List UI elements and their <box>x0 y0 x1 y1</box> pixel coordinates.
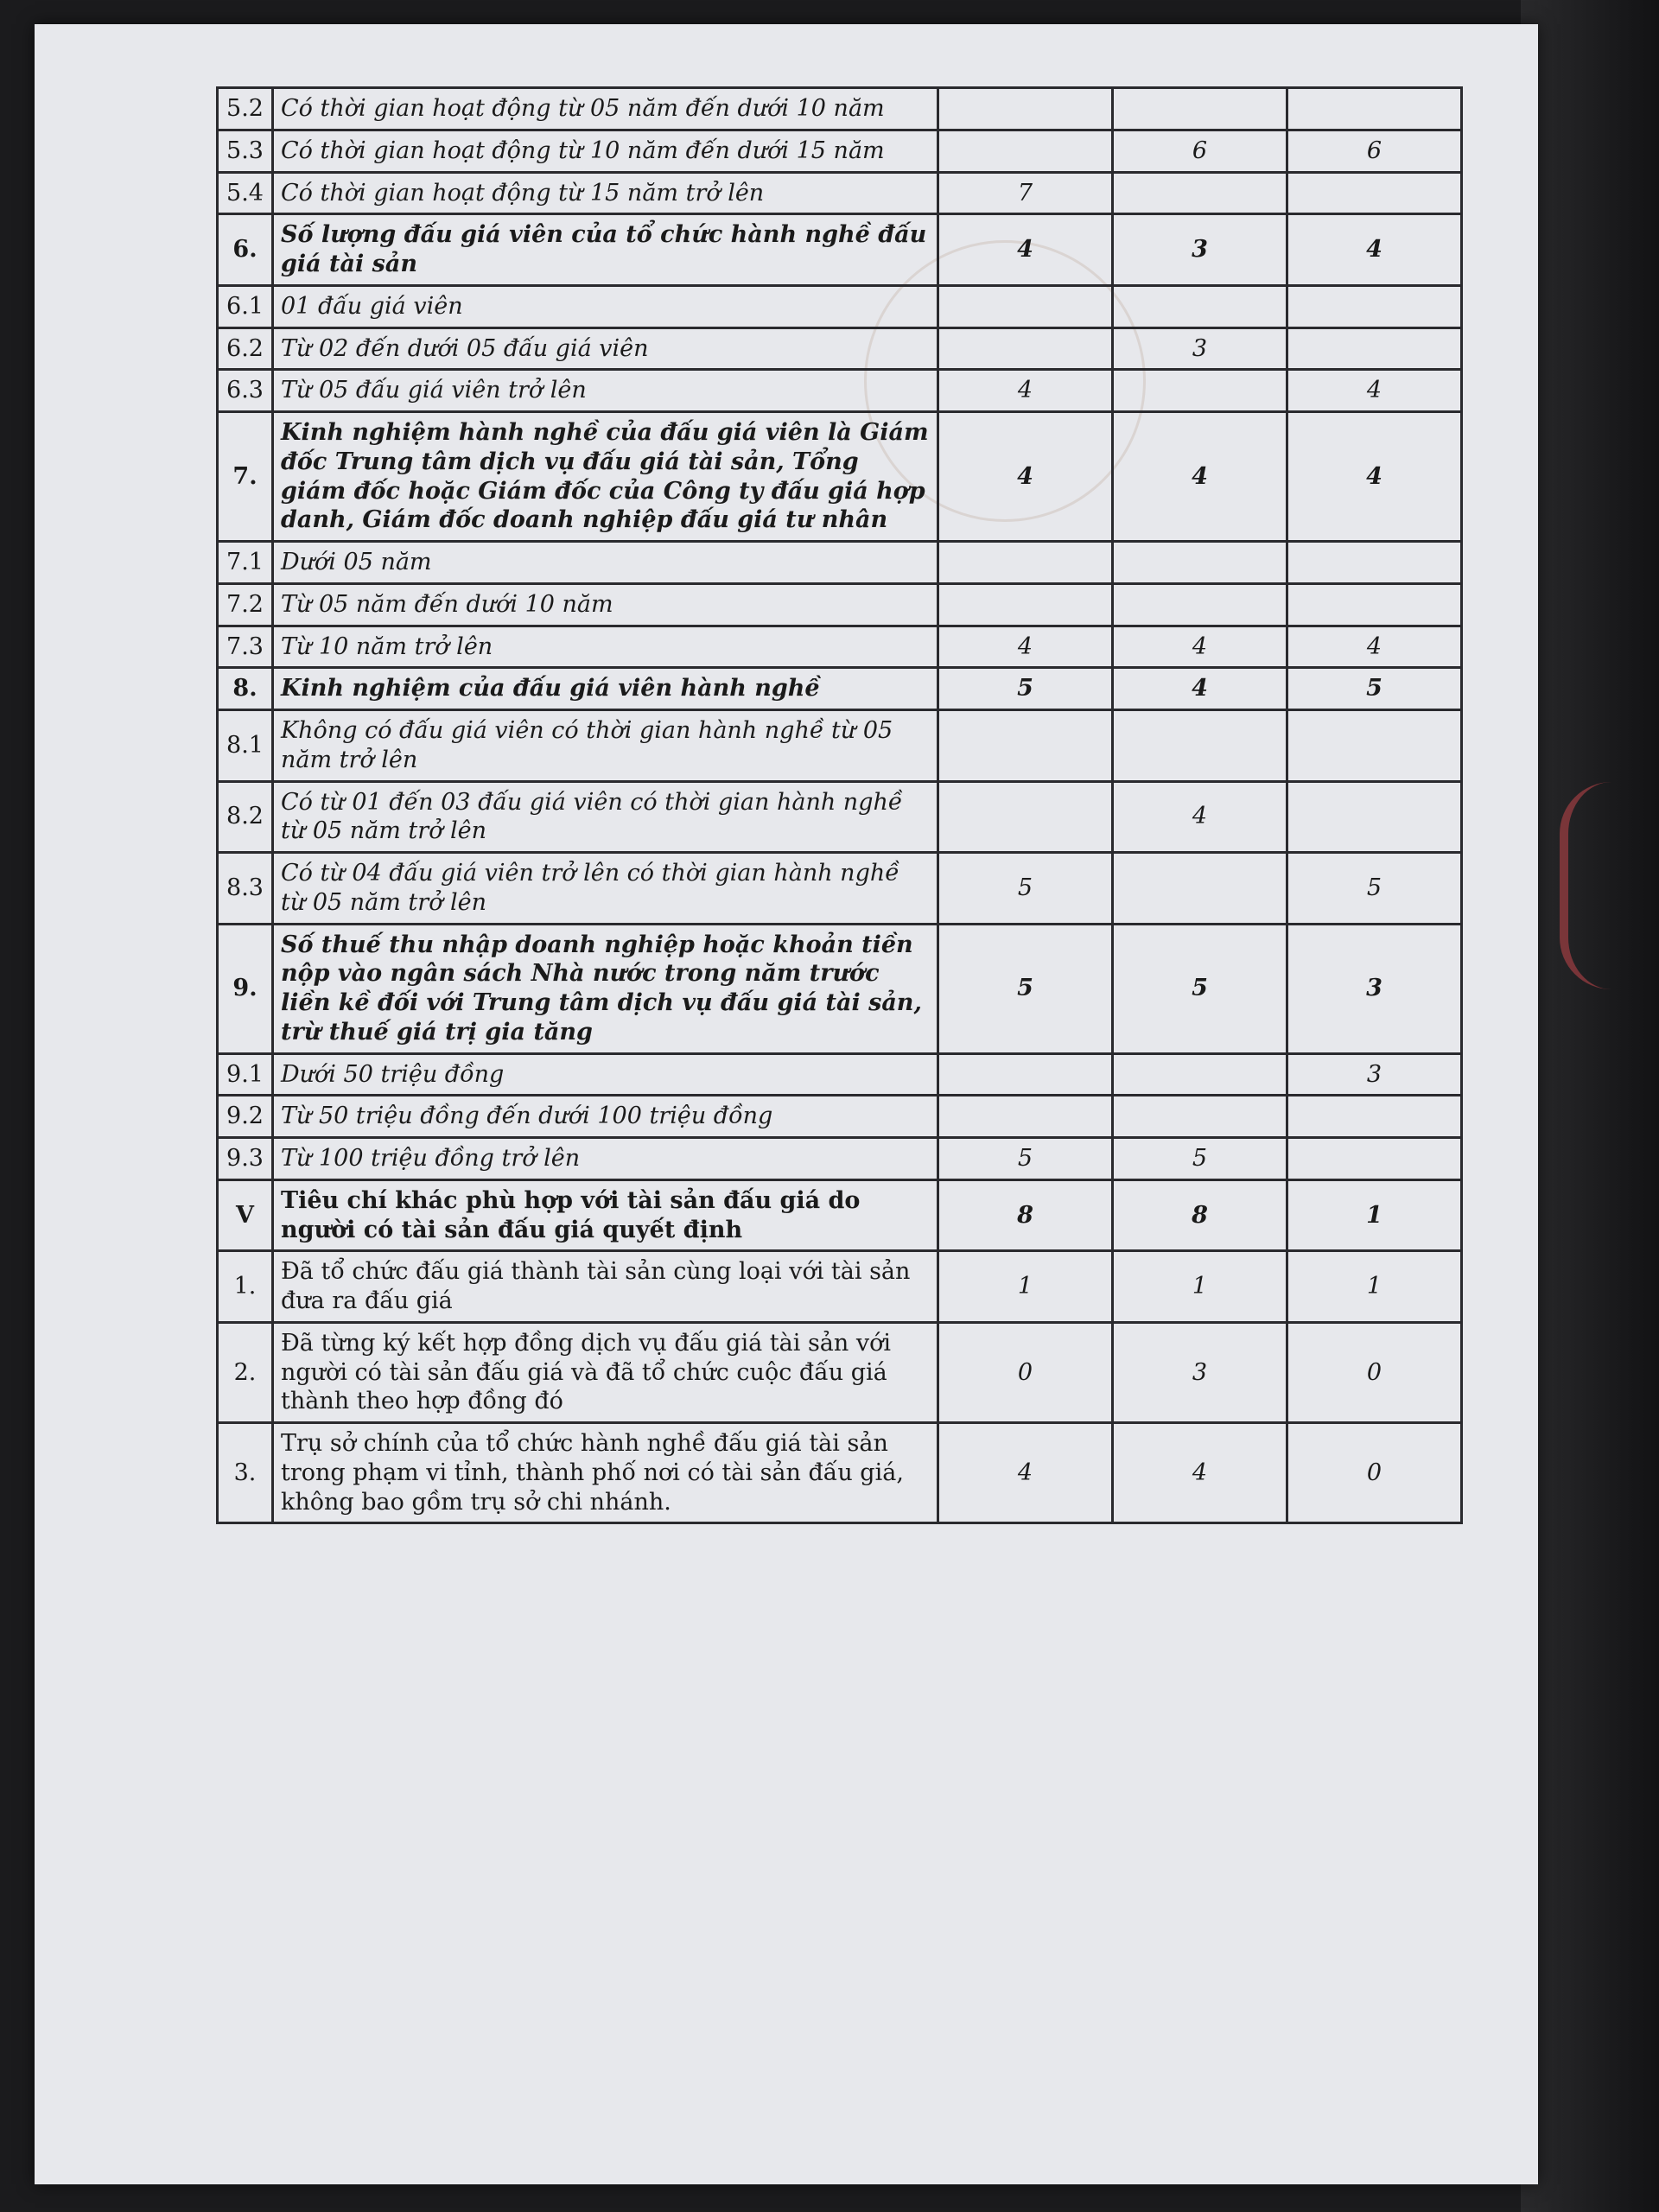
score-cell-3 <box>1287 327 1462 370</box>
row-number: 8.2 <box>218 781 273 853</box>
score-cell-1: 8 <box>938 1179 1113 1251</box>
score-cell-3: 4 <box>1287 370 1462 412</box>
score-cell-2: 8 <box>1113 1179 1287 1251</box>
criterion-text: Có thời gian hoạt động từ 15 năm trở lên <box>273 172 938 214</box>
score-cell-1: 7 <box>938 172 1113 214</box>
criterion-text: Dưới 50 triệu đồng <box>273 1053 938 1096</box>
criterion-text: Từ 10 năm trở lên <box>273 626 938 668</box>
row-number: 6.1 <box>218 285 273 327</box>
criterion-text: Không có đấu giá viên có thời gian hành nghề từ 05 năm trở lên <box>273 710 938 782</box>
table-row <box>218 668 1462 710</box>
score-cell-3: 3 <box>1287 924 1462 1053</box>
score-cell-2: 5 <box>1113 1138 1287 1180</box>
row-number: 8.3 <box>218 853 273 925</box>
score-cell-2: 4 <box>1113 626 1287 668</box>
table-row <box>218 1179 1462 1251</box>
criterion-text: Trụ sở chính của tổ chức hành nghề đấu giá tài sản trong phạm vi tỉnh, thành phố nơi có tài sản đấu giá, không bao gồm trụ sở chi nhánh. <box>273 1423 938 1523</box>
score-cell-2 <box>1113 285 1287 327</box>
score-cell-2 <box>1113 710 1287 782</box>
table-row <box>218 285 1462 327</box>
score-cell-1 <box>938 710 1113 782</box>
score-cell-1 <box>938 1096 1113 1138</box>
row-number: 7.2 <box>218 583 273 626</box>
table-row <box>218 853 1462 925</box>
row-number: 9.1 <box>218 1053 273 1096</box>
row-number: 3. <box>218 1423 273 1523</box>
score-cell-2: 4 <box>1113 412 1287 542</box>
score-cell-3 <box>1287 542 1462 584</box>
table-row <box>218 626 1462 668</box>
criterion-text: Từ 02 đến dưới 05 đấu giá viên <box>273 327 938 370</box>
score-cell-1: 4 <box>938 412 1113 542</box>
row-number: 6.3 <box>218 370 273 412</box>
table-row <box>218 172 1462 214</box>
score-cell-1: 5 <box>938 853 1113 925</box>
row-number: 9. <box>218 924 273 1053</box>
table-row <box>218 1096 1462 1138</box>
score-cell-3 <box>1287 88 1462 130</box>
score-cell-2: 4 <box>1113 781 1287 853</box>
criterion-text: Kinh nghiệm hành nghề của đấu giá viên là Giám đốc Trung tâm dịch vụ đấu giá tài sản, Tổng giám đốc hoặc Giám đốc của Công ty đấu giá hợp danh, Giám đốc doanh nghiệp đấu giá tư nhân <box>273 412 938 542</box>
criterion-text: Tiêu chí khác phù hợp với tài sản đấu giá do người có tài sản đấu giá quyết định <box>273 1179 938 1251</box>
score-cell-2 <box>1113 172 1287 214</box>
score-cell-3: 4 <box>1287 412 1462 542</box>
table-body <box>218 88 1462 1523</box>
red-stamp-edge <box>1560 782 1620 989</box>
score-cell-1: 4 <box>938 626 1113 668</box>
criterion-text: Có thời gian hoạt động từ 05 năm đến dưới 10 năm <box>273 88 938 130</box>
criterion-text: Từ 50 triệu đồng đến dưới 100 triệu đồng <box>273 1096 938 1138</box>
row-number: 5.2 <box>218 88 273 130</box>
score-cell-2: 6 <box>1113 130 1287 172</box>
score-cell-1: 0 <box>938 1322 1113 1422</box>
criterion-text: Kinh nghiệm của đấu giá viên hành nghề <box>273 668 938 710</box>
table-row <box>218 1053 1462 1096</box>
score-cell-2 <box>1113 542 1287 584</box>
row-number: 6. <box>218 214 273 286</box>
score-cell-3: 4 <box>1287 626 1462 668</box>
table-row <box>218 710 1462 782</box>
row-number: 7.3 <box>218 626 273 668</box>
table-row <box>218 781 1462 853</box>
score-cell-2: 5 <box>1113 924 1287 1053</box>
table-row <box>218 130 1462 172</box>
score-cell-3 <box>1287 285 1462 327</box>
score-cell-2 <box>1113 88 1287 130</box>
score-cell-1: 4 <box>938 370 1113 412</box>
criterion-text: Có từ 04 đấu giá viên trở lên có thời gian hành nghề từ 05 năm trở lên <box>273 853 938 925</box>
score-cell-2 <box>1113 853 1287 925</box>
row-number: 6.2 <box>218 327 273 370</box>
score-cell-2: 3 <box>1113 327 1287 370</box>
score-cell-1 <box>938 285 1113 327</box>
table-row <box>218 327 1462 370</box>
score-cell-1 <box>938 88 1113 130</box>
score-cell-1: 4 <box>938 1423 1113 1523</box>
criterion-text: 01 đấu giá viên <box>273 285 938 327</box>
score-cell-3: 4 <box>1287 214 1462 286</box>
table-row <box>218 412 1462 542</box>
score-cell-2 <box>1113 1053 1287 1096</box>
score-cell-1 <box>938 781 1113 853</box>
row-number: V <box>218 1179 273 1251</box>
table-row <box>218 214 1462 286</box>
score-cell-1: 5 <box>938 668 1113 710</box>
score-cell-2: 4 <box>1113 668 1287 710</box>
score-cell-2: 3 <box>1113 214 1287 286</box>
score-cell-3: 5 <box>1287 853 1462 925</box>
row-number: 7.1 <box>218 542 273 584</box>
row-number: 7. <box>218 412 273 542</box>
row-number: 9.3 <box>218 1138 273 1180</box>
score-cell-3: 0 <box>1287 1322 1462 1422</box>
score-cell-1 <box>938 130 1113 172</box>
score-cell-2 <box>1113 1096 1287 1138</box>
score-cell-2 <box>1113 370 1287 412</box>
score-cell-1: 1 <box>938 1251 1113 1323</box>
criterion-text: Có từ 01 đến 03 đấu giá viên có thời gian hành nghề từ 05 năm trở lên <box>273 781 938 853</box>
row-number: 5.3 <box>218 130 273 172</box>
score-cell-1 <box>938 542 1113 584</box>
table-row <box>218 1251 1462 1323</box>
score-cell-3: 1 <box>1287 1179 1462 1251</box>
criterion-text: Số thuế thu nhập doanh nghiệp hoặc khoản tiền nộp vào ngân sách Nhà nước trong năm trước liền kề đối với Trung tâm dịch vụ đấu giá tài sản, trừ thuế giá trị gia tăng <box>273 924 938 1053</box>
score-cell-3: 3 <box>1287 1053 1462 1096</box>
row-number: 8.1 <box>218 710 273 782</box>
criterion-text: Dưới 05 năm <box>273 542 938 584</box>
score-cell-1 <box>938 583 1113 626</box>
score-cell-3: 5 <box>1287 668 1462 710</box>
row-number: 2. <box>218 1322 273 1422</box>
table-row <box>218 1138 1462 1180</box>
score-cell-3 <box>1287 710 1462 782</box>
criterion-text: Từ 100 triệu đồng trở lên <box>273 1138 938 1180</box>
score-cell-3: 6 <box>1287 130 1462 172</box>
score-cell-1: 5 <box>938 924 1113 1053</box>
score-cell-3 <box>1287 1138 1462 1180</box>
score-cell-3: 0 <box>1287 1423 1462 1523</box>
row-number: 5.4 <box>218 172 273 214</box>
criterion-text: Đã từng ký kết hợp đồng dịch vụ đấu giá tài sản với người có tài sản đấu giá và đã tổ chức cuộc đấu giá thành theo hợp đồng đó <box>273 1322 938 1422</box>
score-cell-2: 4 <box>1113 1423 1287 1523</box>
criterion-text: Đã tổ chức đấu giá thành tài sản cùng loại với tài sản đưa ra đấu giá <box>273 1251 938 1323</box>
table-row <box>218 542 1462 584</box>
table-row <box>218 1322 1462 1422</box>
score-cell-1: 5 <box>938 1138 1113 1180</box>
score-cell-3: 1 <box>1287 1251 1462 1323</box>
row-number: 8. <box>218 668 273 710</box>
score-cell-1: 4 <box>938 214 1113 286</box>
criterion-text: Từ 05 đấu giá viên trở lên <box>273 370 938 412</box>
score-cell-1 <box>938 1053 1113 1096</box>
score-cell-3 <box>1287 781 1462 853</box>
score-cell-3 <box>1287 1096 1462 1138</box>
score-cell-3 <box>1287 583 1462 626</box>
table-row <box>218 88 1462 130</box>
table-row <box>218 370 1462 412</box>
score-cell-3 <box>1287 172 1462 214</box>
table-row <box>218 1423 1462 1523</box>
score-cell-2: 3 <box>1113 1322 1287 1422</box>
score-cell-1 <box>938 327 1113 370</box>
criterion-text: Có thời gian hoạt động từ 10 năm đến dưới 15 năm <box>273 130 938 172</box>
criterion-text: Số lượng đấu giá viên của tổ chức hành nghề đấu giá tài sản <box>273 214 938 286</box>
score-cell-2 <box>1113 583 1287 626</box>
criteria-score-table <box>216 86 1463 1524</box>
criterion-text: Từ 05 năm đến dưới 10 năm <box>273 583 938 626</box>
row-number: 9.2 <box>218 1096 273 1138</box>
table-row <box>218 583 1462 626</box>
row-number: 1. <box>218 1251 273 1323</box>
table-row <box>218 924 1462 1053</box>
background-surface <box>1521 0 1659 2212</box>
score-cell-2: 1 <box>1113 1251 1287 1323</box>
